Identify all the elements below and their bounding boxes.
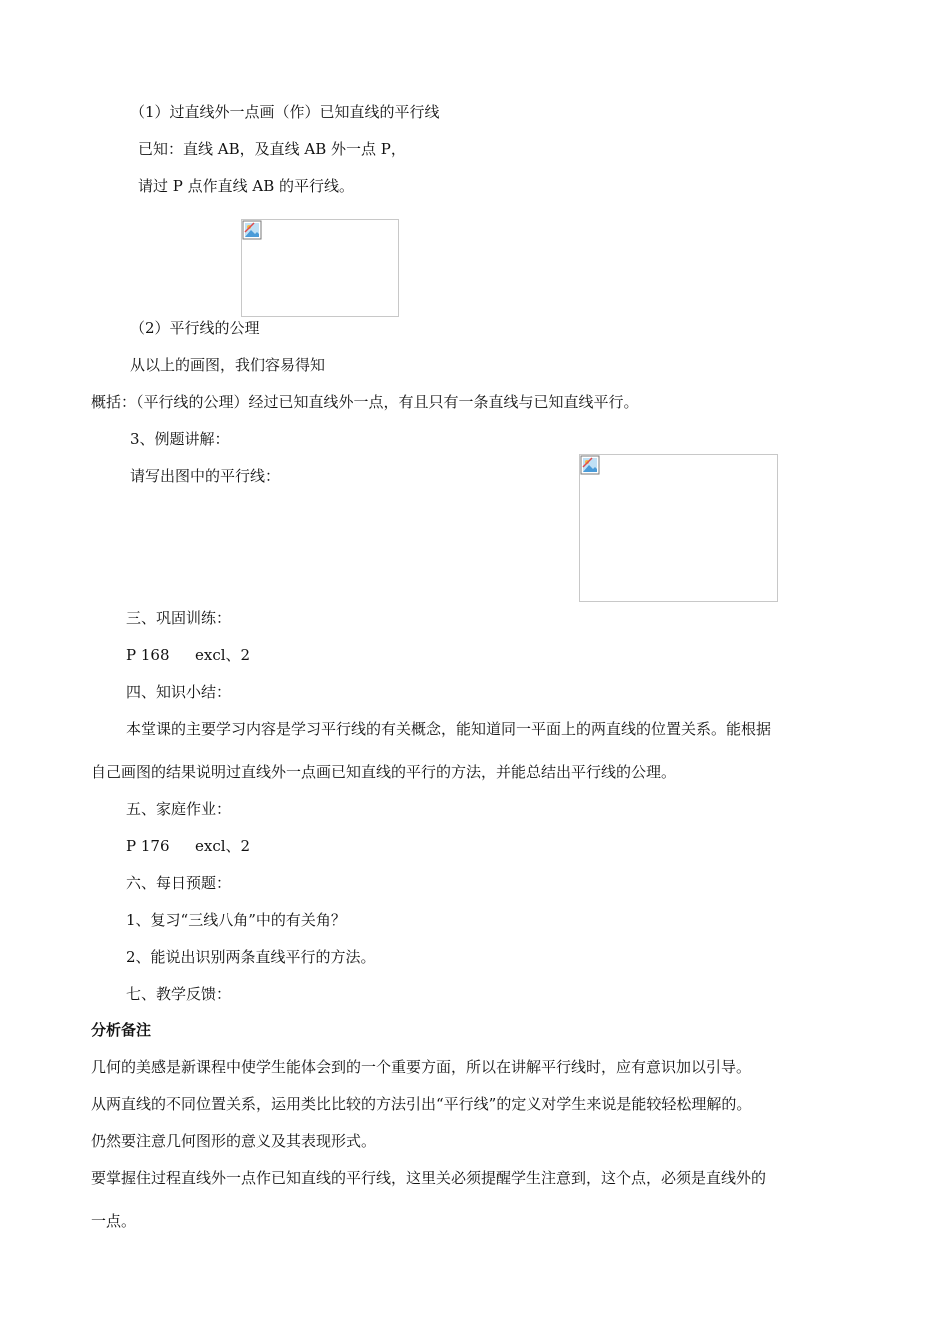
figure-placeholder-2: [579, 454, 778, 602]
analysis-p4b: 一点。: [91, 1212, 137, 1230]
section2-intro: 从以上的画图，我们容易得知: [130, 356, 326, 374]
example-prompt: 请写出图中的平行线：: [130, 467, 281, 485]
homework-heading: 五、家庭作业：: [126, 800, 232, 818]
example-heading: 3、例题讲解：: [130, 430, 230, 448]
figure-placeholder-1: [241, 219, 399, 317]
preview-heading: 六、每日预题：: [126, 874, 232, 892]
broken-image-icon: [580, 455, 600, 475]
practice-page: P 168: [126, 646, 170, 664]
preview-item1: 1、复习“三线八角”中的有关角？: [126, 911, 346, 929]
section1-heading: （1）过直线外一点画（作）已知直线的平行线: [130, 103, 440, 121]
analysis-p1: 几何的美感是新课程中使学生能体会到的一个重要方面，所以在讲解平行线时，应有意识加以引导。: [91, 1058, 752, 1076]
summary-heading: 四、知识小结：: [126, 683, 232, 701]
feedback-heading: 七、教学反馈：: [126, 985, 232, 1003]
section2-heading: （2）平行线的公理: [130, 319, 260, 337]
summary-line1: 本堂课的主要学习内容是学习平行线的有关概念，能知道同一平面上的两直线的位置关系。能根据: [126, 720, 772, 738]
section1-given: 已知：直线 AB，及直线 AB 外一点 P，: [138, 140, 406, 158]
analysis-p3: 仍然要注意几何图形的意义及其表现形式。: [91, 1132, 377, 1150]
analysis-heading: 分析备注: [91, 1021, 152, 1039]
practice-exercises: excl、2: [195, 646, 251, 664]
homework-page: P 176: [126, 837, 170, 855]
homework-exercises: excl、2: [195, 837, 251, 855]
summary-line2: 自己画图的结果说明过直线外一点画已知直线的平行的方法，并能总结出平行线的公理。: [91, 763, 677, 781]
section1-task: 请过 P 点作直线 AB 的平行线。: [138, 177, 355, 195]
practice-heading: 三、巩固训练：: [126, 609, 232, 627]
analysis-p4a: 要掌握住过程直线外一点作已知直线的平行线，这里关必须提醒学生注意到，这个点，必须是直线外的: [91, 1169, 767, 1187]
preview-item2: 2、能说出识别两条直线平行的方法。: [126, 948, 376, 966]
section2-summary: 概括：（平行线的公理）经过已知直线外一点，有且只有一条直线与已知直线平行。: [91, 393, 639, 411]
analysis-p2: 从两直线的不同位置关系，运用类比比较的方法引出“平行线”的定义对学生来说是能较轻松理解的。: [91, 1095, 752, 1113]
broken-image-icon: [242, 220, 262, 240]
